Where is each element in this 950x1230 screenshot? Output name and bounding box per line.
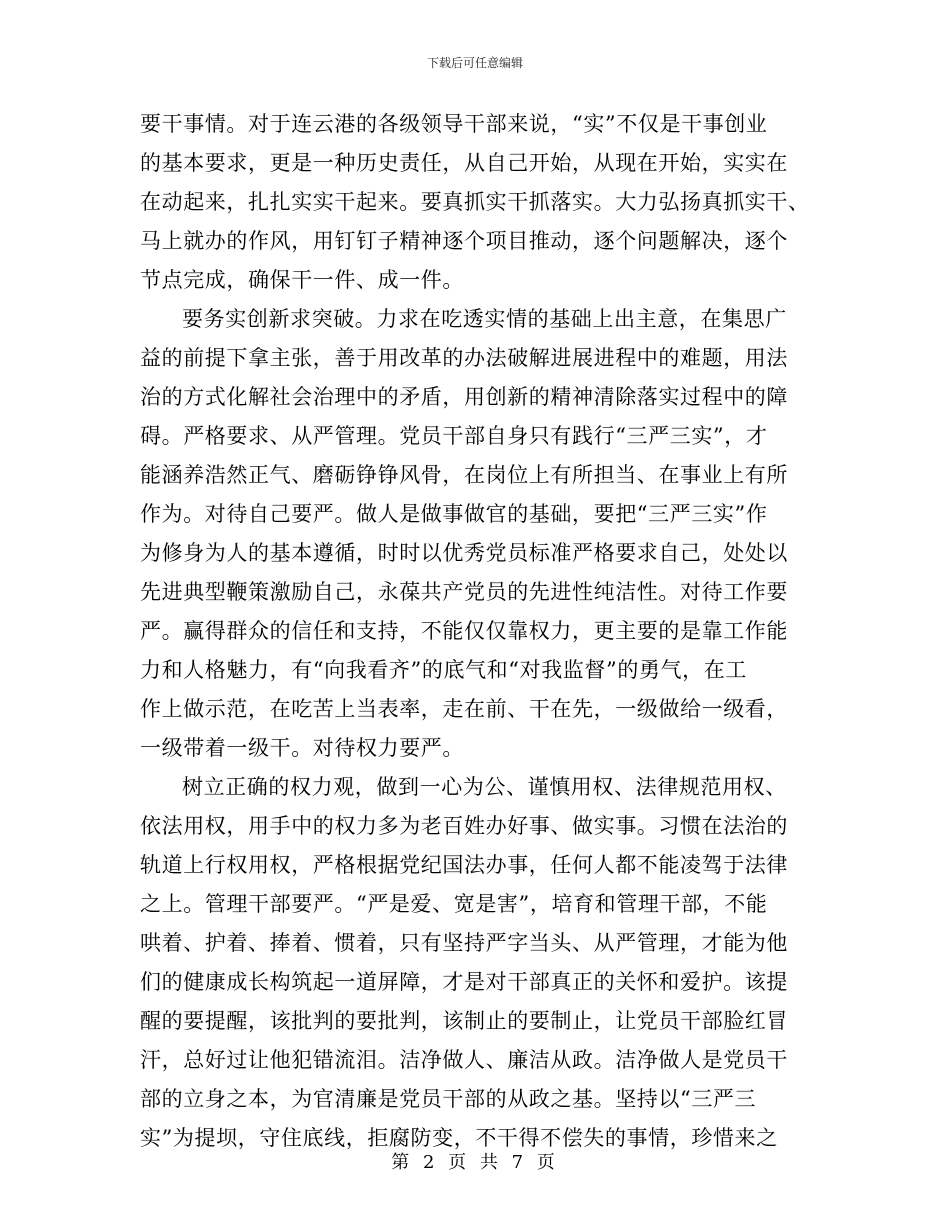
text-line: 力和人格魅力，有“向我看齐”的底气和“对我监督”的勇气，在工 — [140, 658, 747, 682]
text-line: 马上就办的作风，用钉钉子精神逐个项目推动，逐个问题解决，逐个 — [140, 229, 788, 253]
text-line: 轨道上行权用权，严格根据党纪国法办事，任何人都不能凌驾于法律 — [140, 853, 788, 877]
text-line: 作上做示范，在吃苦上当表率，走在前、干在先，一级做给一级看， — [140, 697, 788, 721]
text-line: 严。赢得群众的信任和支持，不能仅仅靠权力，更主要的是靠工作能 — [140, 619, 788, 643]
text-line: 节点完成，确保干一件、成一件。 — [140, 268, 464, 292]
text-line: 的基本要求，更是一种历史责任，从自己开始，从现在开始，实实在 — [140, 151, 788, 175]
paragraph-first-line: 树立正确的权力观，做到一心为公、谨慎用权、法律规范用权、 — [182, 775, 787, 799]
text-line: 要干事情。对于连云港的各级领导干部来说，“实”不仅是干事创业 — [140, 112, 768, 136]
text-line: 依法用权，用手中的权力多为老百姓办好事、做实事。习惯在法治的 — [140, 814, 788, 838]
page-number-footer: 第 2 页 共 7 页 — [391, 1152, 559, 1173]
text-line: 哄着、护着、捧着、惯着，只有坚持严字当头、从严管理，才能为他 — [140, 931, 788, 955]
text-line: 能涵养浩然正气、磨砺铮铮风骨，在岗位上有所担当、在事业上有所 — [140, 463, 788, 487]
text-line: 部的立身之本，为官清廉是党员干部的从政之基。坚持以“三严三 — [140, 1087, 757, 1111]
text-line: 为修身为人的基本遵循，时时以优秀党员标准严格要求自己，处处以 — [140, 541, 788, 565]
text-line: 醒的要提醒，该批判的要批判，该制止的要制止，让党员干部脸红冒 — [140, 1009, 788, 1033]
text-line: 实”为提坝，守住底线，拒腐防变，不干得不偿失的事情，珍惜来之 — [140, 1126, 778, 1150]
text-line: 汗，总好过让他犯错流泪。洁净做人、廉洁从政。洁净做人是党员干 — [140, 1048, 788, 1072]
text-line: 先进典型鞭策激励自己，永葆共产党员的先进性纯洁性。对待工作要 — [140, 580, 788, 604]
text-line: 治的方式化解社会治理中的矛盾，用创新的精神清除落实过程中的障 — [140, 385, 788, 409]
text-line: 益的前提下拿主张，善于用改革的办法破解进展进程中的难题，用法 — [140, 346, 788, 370]
text-line: 们的健康成长构筑起一道屏障，才是对干部真正的关怀和爱护。该提 — [140, 970, 788, 994]
text-line: 碍。严格要求、从严管理。党员干部自身只有践行“三严三实”，才 — [140, 424, 768, 448]
text-line: 在动起来，扎扎实实干起来。要真抓实干抓落实。大力弘扬真抓实干、 — [140, 190, 810, 214]
paragraph-first-line: 要务实创新求突破。力求在吃透实情的基础上出主意，在集思广 — [182, 307, 787, 331]
text-line: 一级带着一级干。对待权力要严。 — [140, 736, 464, 760]
text-line: 之上。管理干部要严。“严是爱、宽是害”，培育和管理干部，不能 — [140, 892, 768, 916]
document-body — [140, 105, 812, 1158]
text-line: 作为。对待自己要严。做人是做事做官的基础，要把“三严三实”作 — [140, 502, 768, 526]
page-header: 下载后可任意编辑 — [426, 56, 523, 70]
